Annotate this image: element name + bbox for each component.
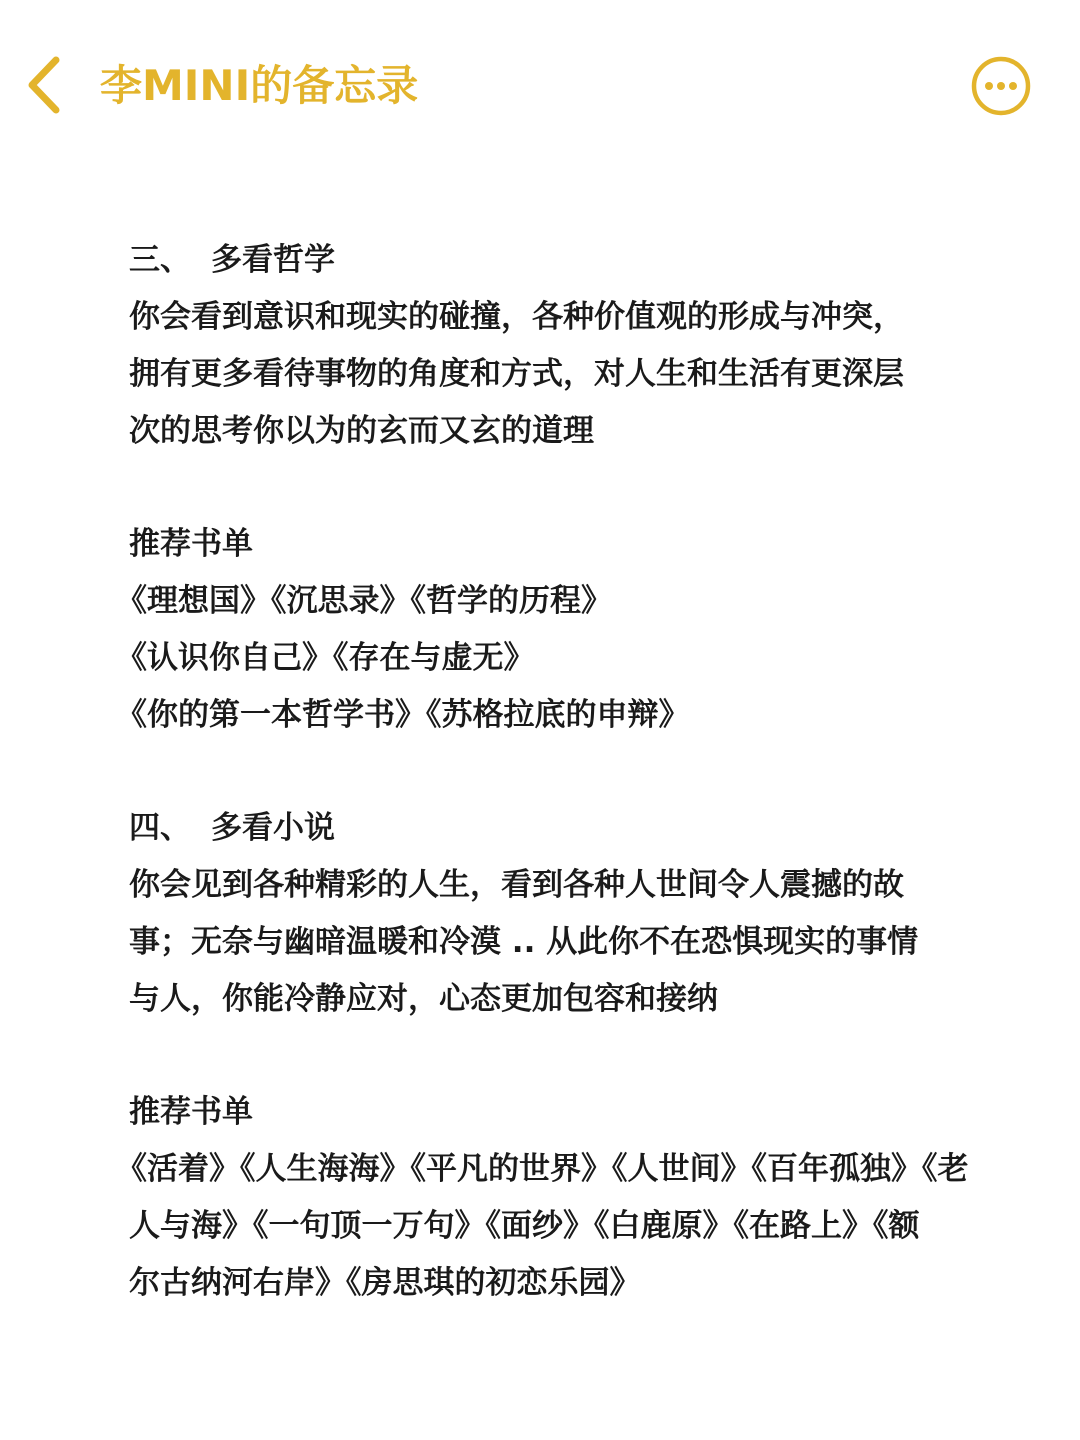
section-heading-novels xyxy=(0,800,1080,857)
more-options-button[interactable] xyxy=(971,56,1031,116)
chevron-left-icon xyxy=(26,56,62,114)
book-list-paragraph xyxy=(0,1141,1080,1312)
section-paragraph-philosophy xyxy=(0,289,959,460)
book-list-line: 尔古纳河右岸》《房思琪的初恋乐园》 xyxy=(129,1265,641,1301)
memo-content xyxy=(0,232,1080,1312)
section-title: 多看哲学 xyxy=(211,242,335,278)
section-title: 多看小说 xyxy=(211,810,335,846)
paragraph-line: 事；无奈与幽暗温暖和冷漠 .. 从此你不在恐惧现实的事情 xyxy=(129,924,919,960)
back-button[interactable] xyxy=(14,52,74,118)
paragraph-line: 与人，你能冷静应对，心态更加包容和接纳 xyxy=(129,981,718,1017)
spacer xyxy=(0,460,1080,516)
section-number: 四、 xyxy=(129,810,191,846)
paragraph-line: 你会见到各种精彩的人生，看到各种人世间令人震撼的故 xyxy=(129,867,904,903)
section-number: 三、 xyxy=(129,242,191,278)
paragraph-line: 次的思考你以为的玄而又玄的道理 xyxy=(129,413,594,449)
paragraph-line: 拥有更多看待事物的角度和方式，对人生和生活有更深层 xyxy=(129,356,904,392)
recommended-books-title: 推荐书单 xyxy=(129,526,253,562)
section-heading-philosophy xyxy=(0,232,1080,289)
spacer xyxy=(0,1028,1080,1084)
paragraph-line: 你会看到意识和现实的碰撞，各种价值观的形成与冲突， xyxy=(129,299,904,335)
book-list-line: 《你的第一本哲学书》《苏格拉底的申辩》 xyxy=(116,697,690,733)
book-list-line: 《活着》《人生海海》《平凡的世界》《人世间》《百年孤独》《老 xyxy=(116,1151,969,1187)
book-list-line: 人与海》《一句顶一万句》《面纱》《白鹿原》《在路上》《额 xyxy=(129,1208,920,1244)
spacer xyxy=(0,744,1080,800)
more-horizontal-icon xyxy=(971,56,1031,116)
page-title: 李MINI的备忘录 xyxy=(100,61,419,110)
recommended-books-title: 推荐书单 xyxy=(129,1094,253,1130)
book-list-line: 《认识你自己》《存在与虚无》 xyxy=(116,640,535,676)
section-paragraph-novels xyxy=(0,857,959,1028)
navigation-bar xyxy=(0,0,1080,175)
book-list-line: 《理想国》《沉思录》《哲学的历程》 xyxy=(116,583,612,619)
